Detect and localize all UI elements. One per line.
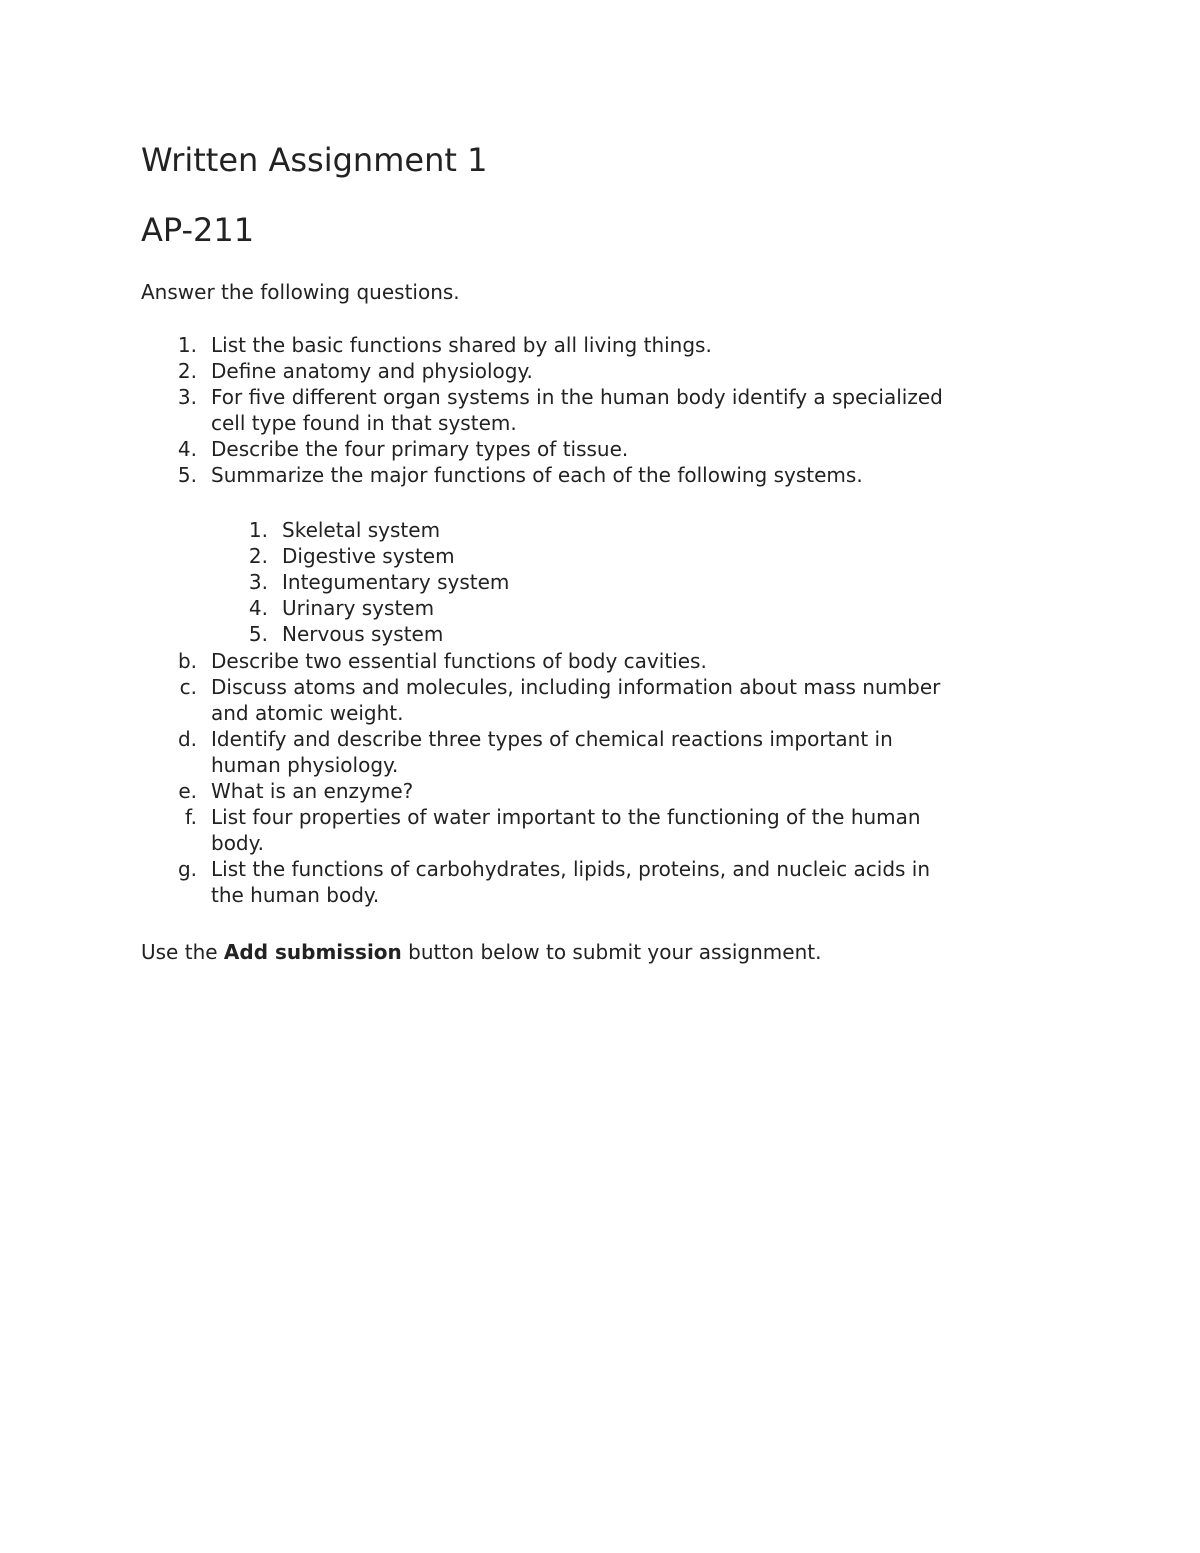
question-item [0,358,1200,384]
system-item [0,569,1200,595]
lettered-item [0,778,1200,804]
list-marker: 1. [248,518,268,542]
list-marker: 4. [177,437,197,461]
list-item-text: For five different organ systems in the human body identify a specialized [211,385,943,409]
intro-text: Answer the following questions. [141,280,460,304]
list-item-text: Integumentary system [282,570,510,594]
list-marker: 5. [177,463,197,487]
list-item-text: Urinary system [282,596,435,620]
list-item-text: body. [211,831,264,855]
submission-instruction [141,939,821,965]
system-item [0,543,1200,569]
list-item-text: Nervous system [282,622,444,646]
list-item-text: Summarize the major functions of each of the following systems. [211,463,863,487]
list-item-text: human physiology. [211,753,399,777]
list-item-text: Digestive system [282,544,455,568]
list-item-text: the human body. [211,883,380,907]
system-item [0,621,1200,647]
lettered-item [0,674,1200,726]
list-marker: f. [185,805,197,829]
list-item-text: List the basic functions shared by all living things. [211,333,712,357]
instruction-prefix: Use the [141,940,224,964]
list-marker: b. [177,649,197,673]
list-marker: 1. [177,333,197,357]
list-item-text: and atomic weight. [211,701,404,725]
list-marker: 4. [248,596,268,620]
list-marker: c. [179,675,197,699]
add-submission-label: Add submission [223,940,402,964]
question-item [0,436,1200,462]
lettered-item [0,804,1200,856]
course-code: AP-211 [141,211,255,249]
list-marker: e. [178,779,197,803]
question-item [0,462,1200,488]
list-item-text: List the functions of carbohydrates, lipids, proteins, and nucleic acids in [211,857,931,881]
list-marker: 5. [248,622,268,646]
lettered-item [0,648,1200,674]
list-item-text: Skeletal system [282,518,441,542]
list-item-text: Identify and describe three types of chemical reactions important in [211,727,893,751]
question-item [0,332,1200,358]
lettered-item [0,856,1200,908]
list-marker: 2. [248,544,268,568]
question-item [0,384,1200,436]
list-item-text: Describe the four primary types of tissue. [211,437,629,461]
list-item-text: What is an enzyme? [211,779,414,803]
list-item-text: Discuss atoms and molecules, including information about mass number [211,675,941,699]
list-marker: 3. [248,570,268,594]
list-marker: 2. [177,359,197,383]
list-marker: 3. [177,385,197,409]
document-title: Written Assignment 1 [141,141,488,179]
list-item-text: List four properties of water important to the functioning of the human [211,805,921,829]
list-item-text: Describe two essential functions of body cavities. [211,649,707,673]
list-marker: d. [177,727,197,751]
list-item-text: Define anatomy and physiology. [211,359,533,383]
list-item-text: cell type found in that system. [211,411,517,435]
lettered-item [0,726,1200,778]
instruction-suffix: button below to submit your assignment. [401,940,822,964]
system-item [0,595,1200,621]
list-marker: g. [177,857,197,881]
system-item [0,517,1200,543]
